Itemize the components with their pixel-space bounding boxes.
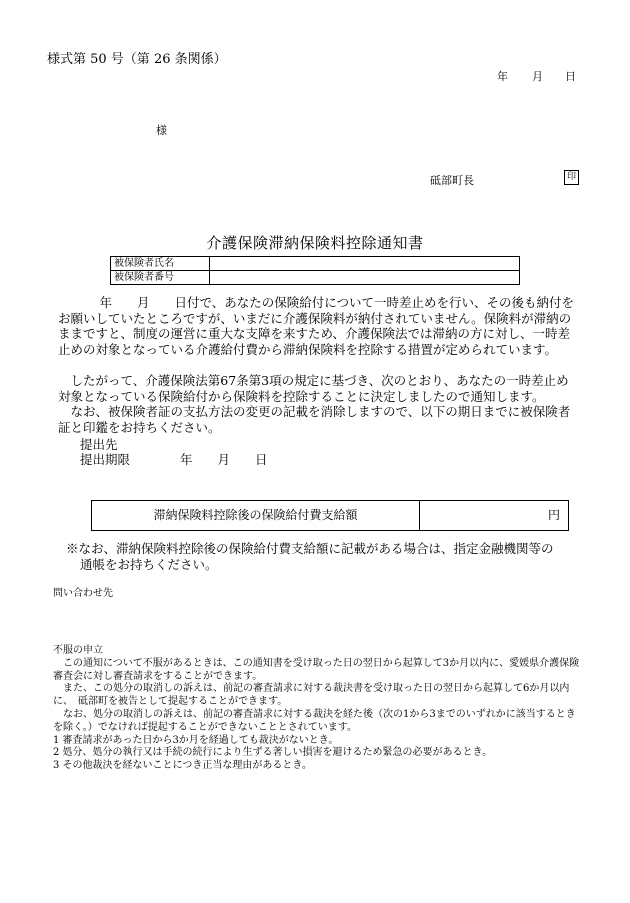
document-title: 介護保険滞納保険料控除通知書 xyxy=(206,234,424,252)
paragraph-decision: したがって、介護保険法第67条第3項の規定に基づき、次のとおり、あなたの一時差止め対象となっている保険給付から保険料を控除することに決定しましたので通知します。 xyxy=(58,373,569,404)
submit-to-label: 提出先 xyxy=(80,437,118,452)
insured-number-value xyxy=(210,271,520,285)
sender-title: 砥部町長 xyxy=(430,174,474,187)
date-day: 日 xyxy=(565,70,576,83)
date-year: 年 xyxy=(497,70,508,83)
paragraph-notice: 年 月 日付で、あなたの保険給付について一時差止めを行い、その後も納付をお願いしていたところですが、いまだに介護保険料が納付されていません。保険料が滞納のままですと、制度の運営に重大な支障を来すため、介護保険法では滞納の方に対し、一時差止めの対象となっている介護給付費から滞納保険料を控除する措置が定められています。 xyxy=(58,295,574,357)
form-number: 様式第 50 号（第 26 条関係） xyxy=(47,52,227,67)
note-line-1: ※なお、滞納保険料控除後の保険給付費支給額に記載がある場合は、指定金融機関等の xyxy=(66,541,554,556)
payment-amount-box xyxy=(91,500,569,531)
insured-info-table xyxy=(110,256,520,285)
date-month: 月 xyxy=(532,70,543,83)
payment-amount-unit: 円 xyxy=(547,508,560,522)
inquiry-label: 問い合わせ先 xyxy=(53,588,113,599)
insured-name-value xyxy=(210,257,520,271)
payment-amount-label: 滞納保険料控除後の保険給付費支給額 xyxy=(92,501,420,530)
table-row xyxy=(111,257,520,271)
paragraph-certificate: なお、被保険者証の支払方法の変更の記載を消除しますので、以下の期日までに被保険者証と印鑑をお持ちください。 xyxy=(58,404,571,435)
seal-mark: 印 xyxy=(564,170,579,185)
appeal-section xyxy=(53,645,583,773)
appeal-line: この通知について不服があるときは、この通知書を受け取った日の翌日から起算して3か月以内に、愛媛県介護保険審査会に対し審査請求をすることができます。 xyxy=(53,657,580,682)
deadline-date: 年 月 日 xyxy=(180,452,268,467)
appeal-line: なお、処分の取消しの訴えは、前記の審査請求に対する裁決を経た後（次の1から3までのいずれかに該当するときを除く。）でなければ提起することができないこととされています。 xyxy=(53,708,576,733)
appeal-line: また、この処分の取消しの訴えは、前記の審査請求に対する裁決書を受け取った日の翌日から起算して6か月以内に、 砥部町を被告として提起することができます。 xyxy=(53,683,570,708)
deadline-row xyxy=(80,450,268,468)
appeal-condition-2: 2 処分、処分の執行又は手続の続行により生ずる著しい損害を避けるため緊急の必要があるとき。 xyxy=(53,747,493,759)
addressee-honorific: 様 xyxy=(156,124,167,137)
insured-number-label: 被保険者番号 xyxy=(111,271,210,285)
issue-date xyxy=(497,68,576,84)
appeal-condition-1: 1 審査請求があった日から3か月を経過しても裁決がないとき。 xyxy=(53,734,339,746)
note-line-2: 通帳をお持ちください。 xyxy=(80,556,218,572)
appeal-condition-3: 3 その他裁決を経ないことにつき正当な理由があるとき。 xyxy=(53,760,312,772)
appeal-heading: 不服の申立 xyxy=(53,645,103,656)
table-row xyxy=(111,271,520,285)
bank-book-note xyxy=(66,541,576,572)
insured-name-label: 被保険者氏名 xyxy=(111,257,210,271)
deadline-label: 提出期限 xyxy=(80,452,131,467)
